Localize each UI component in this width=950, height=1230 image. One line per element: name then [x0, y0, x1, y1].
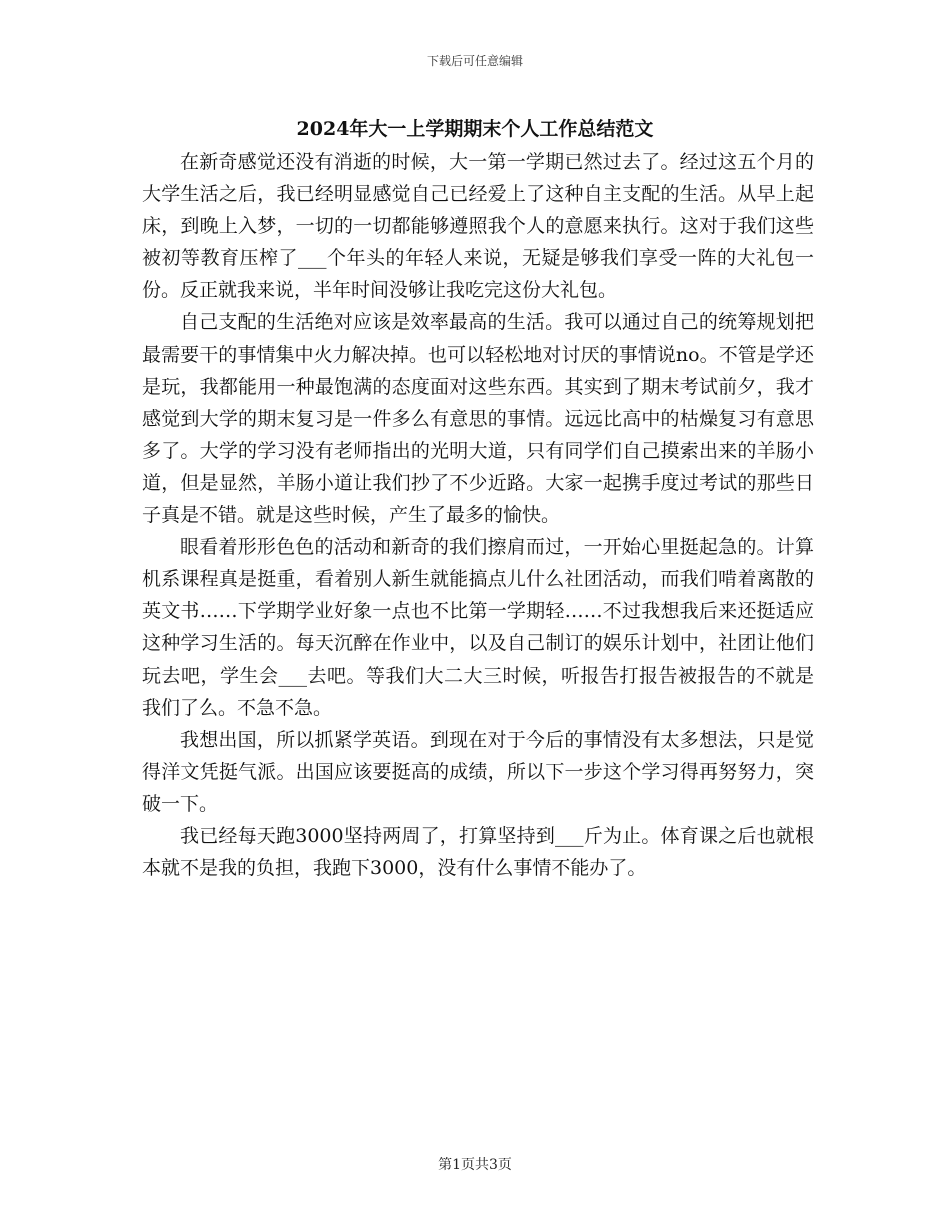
paragraph-5: 我已经每天跑3000坚持两周了，打算坚持到___斤为止。体育课之后也就根本就不是我的负担，我跑下3000，没有什么事情不能办了。 [142, 824, 814, 880]
paragraph-1: 在新奇感觉还没有消逝的时候，大一第一学期已然过去了。经过这五个月的大学生活之后，我已经明显感觉自己已经爱上了这种自主支配的生活。从早上起床，到晚上入梦，一切的一切都能够遵照我个人的意愿来执行。这对于我们这些被初等教育压榨了___个年头的年轻人来说，无疑是够我们享受一阵的大礼包一份。反正就我来说，半年时间没够让我吃完这份大礼包。 [142, 151, 814, 302]
document-body [142, 146, 814, 884]
page-footer: 第1页共3页 [438, 1157, 512, 1173]
document-title: 2024年大一上学期期末个人工作总结范文 [296, 118, 654, 140]
paragraph-3: 眼看着形形色色的活动和新奇的我们擦肩而过，一开始心里挺起急的。计算机系课程真是挺重，看着别人新生就能搞点儿什么社团活动，而我们啃着离散的英文书……下学期学业好象一点也不比第一学期轻……不过我想我后来还挺适应这种学习生活的。每天沉醉在作业中，以及自己制订的娱乐计划中，社团让他们玩去吧，学生会___去吧。等我们大二大三时候，听报告打报告被报告的不就是我们了么。不急不急。 [142, 536, 814, 719]
paragraph-4: 我想出国，所以抓紧学英语。到现在对于今后的事情没有太多想法，只是觉得洋文凭挺气派。出国应该要挺高的成绩，所以下一步这个学习得再努努力，突破一下。 [142, 728, 814, 815]
paragraph-2: 自己支配的生活绝对应该是效率最高的生活。我可以通过自己的统筹规划把最需要干的事情集中火力解决掉。也可以轻松地对讨厌的事情说no。不管是学还是玩，我都能用一种最饱满的态度面对这些东西。其实到了期末考试前夕，我才感觉到大学的期末复习是一件多么有意思的事情。远远比高中的枯燥复习有意思多了。大学的学习没有老师指出的光明大道，只有同学们自己摸索出来的羊肠小道，但是显然，羊肠小道让我们抄了不少近路。大家一起携手度过考试的那些日子真是不错。就是这些时候，产生了最多的愉快。 [142, 311, 814, 527]
page-header: 下载后可任意编辑 [426, 54, 523, 68]
